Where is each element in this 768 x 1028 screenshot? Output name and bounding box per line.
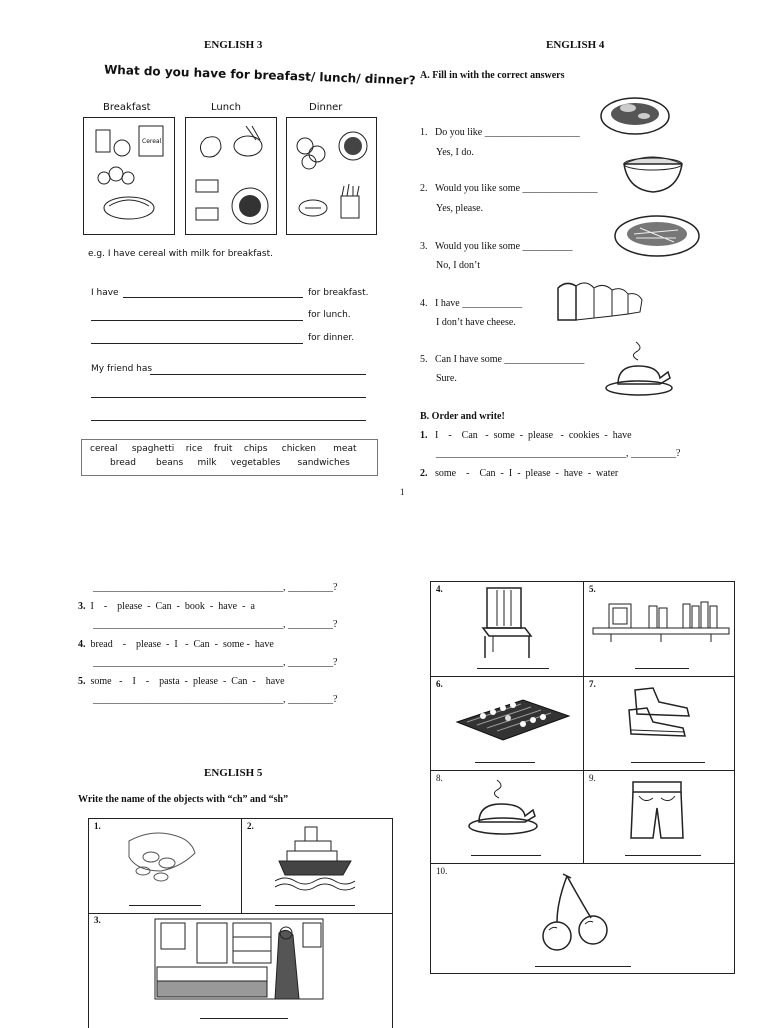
question-text[interactable]: Would you like some _______________ [435,183,598,194]
example-sentence: e.g. I have cereal with milk for breakfast. [88,249,273,259]
english-5-instruction: Write the name of the objects with “ch” and “sh” [78,794,289,805]
order-item-4 [78,639,274,650]
question-3 [420,241,573,252]
answer-1: Yes, I do. [436,147,474,158]
bookshelf-icon [589,596,733,650]
question-4 [420,298,522,309]
answer-3: No, I don’t [436,260,480,271]
answer-line-lunch[interactable] [91,320,303,321]
chair-icon [477,586,541,660]
section-a-title: A. Fill in with the correct answers [420,70,565,81]
question-number: 5. [420,354,428,365]
grid-answer-line[interactable] [625,855,701,856]
friend-answer-line-2[interactable] [91,397,366,398]
order-item-number: 4. [78,639,86,650]
breakfast-picture-box [83,117,175,235]
grid-cell-number: 5. [589,584,596,594]
grid-answer-line[interactable] [200,1018,288,1019]
grid-cell-number: 1. [94,821,101,831]
dinner-picture-box [286,117,377,235]
grid-cell-number: 4. [436,584,443,594]
question-number: 1. [420,127,428,138]
question-number: 3. [420,241,428,252]
cereal-box-label: Cereal [142,138,162,145]
english-5-heading: ENGLISH 5 [204,767,263,779]
answer-line-breakfast[interactable] [123,297,303,298]
ship-icon [275,823,355,893]
shop-icon [153,917,325,1001]
order-item-words: bread - please - I - Can - some - have [90,639,274,650]
grid-answer-line[interactable] [477,668,549,669]
col-label-lunch: Lunch [211,102,241,113]
grid-answer-line[interactable] [471,855,541,856]
roast-chicken-icon [467,778,541,838]
worksheet-title: What do you have for breafast/ lunch/ dinner? [103,62,416,88]
order-item-words: some - I - pasta - please - Can - have [90,676,285,687]
for-breakfast-label: for breakfast. [308,288,369,298]
i-have-label: I have [91,288,119,298]
grid-answer-line[interactable] [631,762,705,763]
grid-cell-number: 9. [589,773,596,783]
for-lunch-label: for lunch. [308,310,351,320]
grid-answer-line[interactable] [535,966,631,967]
question-number: 2. [420,183,428,194]
english-3-heading: ENGLISH 3 [204,39,263,51]
order-item-4-answer-line[interactable]: ______________________________________, _________? [93,657,338,668]
order-item-2-answer-line[interactable]: ______________________________________, _________? [93,582,338,593]
word-bank [81,439,378,476]
grid-answer-line[interactable] [129,905,201,906]
grid-cell-number: 10. [436,866,448,876]
question-number: 4. [420,298,428,309]
order-item-1-answer-line[interactable]: ______________________________________, _________? [436,448,681,459]
english-5-grid [88,818,393,1028]
lunch-food-icon [186,118,276,234]
friend-answer-line-3[interactable] [91,420,366,421]
cherries-icon [539,872,619,952]
roast-chicken-icon [604,338,674,398]
shorts-icon [629,778,685,844]
chessboard-icon [453,686,573,744]
shoes-icon [625,682,695,742]
answer-line-dinner[interactable] [91,343,303,344]
question-1 [420,127,580,138]
order-item-number: 3. [78,601,86,612]
col-label-dinner: Dinner [309,102,343,113]
grid-cell-number: 7. [589,679,596,689]
col-label-breakfast: Breakfast [103,102,151,113]
order-item-3-answer-line[interactable]: ______________________________________, _________? [93,619,338,630]
grid-answer-line[interactable] [635,668,689,669]
grid-cell-number: 8. [436,773,443,783]
grid-answer-line[interactable] [475,762,535,763]
order-item-words: some - Can - I - please - have - water [435,468,619,479]
chips-bag-icon [121,827,203,883]
order-item-5-answer-line[interactable]: ______________________________________, _________? [93,694,338,705]
for-dinner-label: for dinner. [308,333,355,343]
question-text[interactable]: Do you like ___________________ [435,127,580,138]
question-text[interactable]: Can I have some ________________ [435,354,585,365]
answer-4: I don’t have cheese. [436,317,516,328]
dinner-food-icon [287,118,376,234]
grid-cell-number: 3. [94,915,101,925]
answer-2: Yes, please. [436,203,484,214]
grid-answer-line[interactable] [275,905,355,906]
word-bank-row-1: cereal spaghetti rice fruit chips chicken meat [90,444,357,454]
order-item-number: 2. [420,468,428,479]
order-item-words: I - Can - some - please - cookies - have [435,430,632,441]
grid-cell-number: 2. [247,821,254,831]
breakfast-food-icon [84,118,174,234]
bread-loaf-icon [552,280,648,324]
section-b-title: B. Order and write! [420,411,505,422]
english-4-heading: ENGLISH 4 [546,39,605,51]
order-item-5 [78,676,285,687]
answer-5: Sure. [436,373,457,384]
order-item-1 [420,430,632,441]
word-bank-row-2: bread beans milk vegetables sandwiches [110,458,350,468]
order-item-number: 5. [78,676,86,687]
order-item-2 [420,468,618,479]
grid-cell-number: 6. [436,679,443,689]
order-item-3 [78,601,255,612]
order-item-words: I - please - Can - book - have - a [90,601,255,612]
question-text[interactable]: I have ____________ [435,298,523,309]
lunch-picture-box [185,117,277,235]
question-2 [420,183,598,194]
page-number: 1 [400,487,405,497]
pasta-plate-icon [612,208,702,260]
question-5 [420,354,584,365]
salad-plate-icon [598,88,672,138]
friend-answer-line-1[interactable] [150,374,366,375]
rice-bowl-icon [620,148,686,196]
my-friend-has-label: My friend has [91,364,153,374]
question-text[interactable]: Would you like some __________ [435,241,573,252]
order-item-number: 1. [420,430,428,441]
picture-grid [430,581,735,974]
